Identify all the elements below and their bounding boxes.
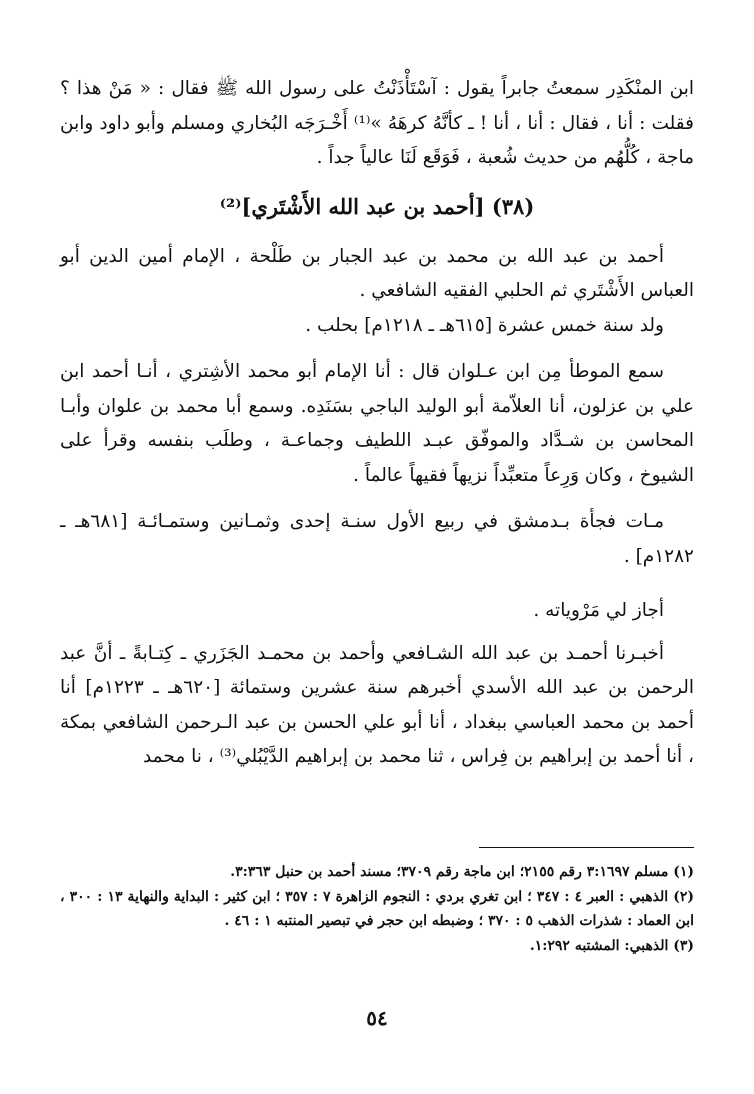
paragraph-ijaza: أجاز لي مَرْوياته . [533,600,664,621]
paragraph-sama: سمع الموطأ مِن ابن عـلوان قال : أنا الإمام أبو محمد الأشِتري ، أنـا أحمد ابن علي بن عزلون، أنا العلاّمة أبو الوليد الباجي بسَنَدِه. وسمع أبا محمد بن علوان وأبـا المحاسن بن شـدَّاد والموفّق عبـد اللطيف وجماعـة ، وطلَب بنفسه وقرأ على الشيوخ ، وكان وَرِعاً متعبِّداً نزيهاً فقيهاً عالماً . [60,361,694,486]
main-text [60,72,694,775]
paragraph-akhbarana: أخبـرنا أحمـد بن عبد الله الشـافعي وأحمد بن محمـد الجَزَري ـ كِتـابةً ـ أنَّ عبد الرحمن بن عبد الله الأسدي أخبرهم سنة عشرين وستمائة [٦٢٠هـ ـ ١٢٢٣م] أنا أحمد بن محمد العباسي ببغداد ، أنا أبو علي الحسن بن عبد الـرحمن الشافعي بمكة ، أنا أحمد بن إبراهيم بن فِراس ، ثنا محمد بن إبراهيم الدَّيْبُلي⁽³⁾ ، نا محمد [60,642,694,767]
footnote-2: (٢) الذهبي : العبر ٤ : ٣٤٧ ؛ ابن تغري بردي : النجوم الزاهرة ٧ : ٣٥٧ ؛ ابن كثير : البداية والنهاية ١٣ : ٣٠٠ ، ابن العماد : شذرات الذهب ٥ : ٣٧٠ ؛ وضبطه ابن حجر في تبصير المنتبه ١ : ٤٦ . [60,888,694,929]
paragraph-birth: ولد سنة خمس عشرة [٦١٥هـ ـ ١٢١٨م] بحلب . [305,314,664,336]
paragraph-intro: ابن المنْكَدِر سمعتُ جابراً يقول : آسْتَأْذَنْتُ على رسول الله ﷺ فقال : « مَنْ هذا ؟ فقلت : أنا ، فقال : أنا ، أنا ! ـ كأنَّهُ كرهَهُ »⁽¹⁾ أَخْـرَجَه البُخاري ومسلم وأبو داود وابن ماجة ، كُلُّهُم من حديث شُعبة ، فَوَقَع لَنَا عالياً جداً . [60,78,694,168]
footnote-3: (٣) الذهبي: المشتبه ١:٢٩٢. [529,937,694,954]
footnote-1: (١) مسلم ٣:١٦٩٧ رقم ٢١٥٥؛ ابن ماجة رقم ٣٧٠٩؛ مسند أحمد بن حنبل ٣:٣٦٣. [230,864,694,880]
footnote-divider [479,847,694,848]
paragraph-biography: أحمد بن عبد الله بن محمد بن عبد الجبار بن طَلْحة ، الإمام أمين الدين أبو العباس الأَشْتَري ثم الحلبي الفقيه الشافعي . [60,245,694,301]
entry-heading: (٣٨) [أحمد بن عبد الله الأَشْتَري]⁽²⁾ [219,193,535,219]
paragraph-death: مـات فجأة بـدمشق في ربيع الأول سنـة إحدى وثمـانين وستمـائـة [٦٨١هـ ـ ١٢٨٢م] . [60,511,694,567]
footnotes [60,860,694,958]
page-number: ٥٤ [366,1006,388,1030]
